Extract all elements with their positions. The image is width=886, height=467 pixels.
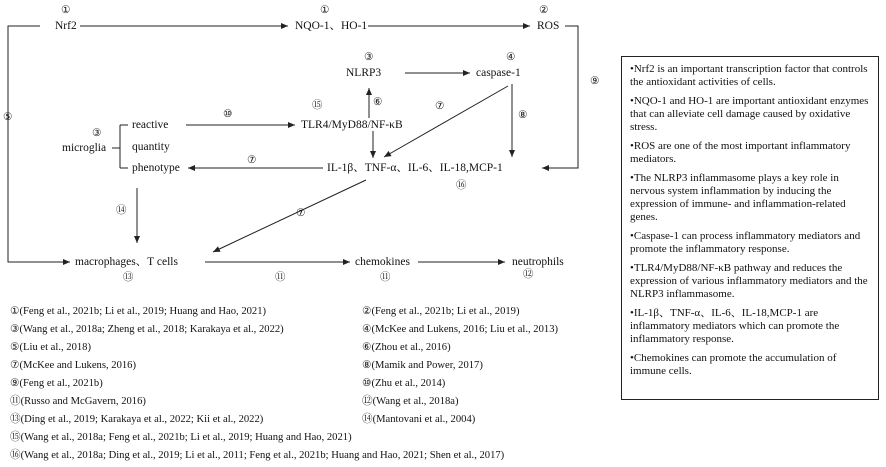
- reference-16: ⑯(Wang et al., 2018a; Ding et al., 2019; Li et al., 2011; Feng et al., 2021b; Huang and Hao, 2021; Shen et al., 2017): [10, 450, 505, 461]
- node-reactive: reactive: [132, 119, 169, 131]
- node-chemokines: chemokines: [355, 256, 410, 268]
- reference-1: ①(Feng et al., 2021b; Li et al., 2019; Huang and Hao, 2021): [10, 306, 267, 317]
- marker-nrf2-top: ①: [61, 5, 71, 16]
- legend-item: •Caspase-1 can process inflammatory mediators and promote the inflammatory response.: [630, 230, 861, 255]
- reference-3: ③(Wang et al., 2018a; Zheng et al., 2018; Karakaya et al., 2022): [10, 324, 284, 335]
- node-macrophages-t-cells: macrophages、T cells: [75, 256, 178, 268]
- node-caspase-1: caspase-1: [476, 67, 521, 79]
- marker-cytokines-bottom: ⑯: [456, 180, 467, 191]
- node-ros: ROS: [537, 20, 560, 32]
- reference-15: ⑮(Wang et al., 2018a; Feng et al., 2021b; Li et al., 2019; Huang and Hao, 2021): [10, 432, 352, 443]
- arrow-ros-to-cytokines: [542, 26, 578, 168]
- marker-caspase-diag: ⑦: [435, 101, 445, 112]
- legend-item: •Nrf2 is an important transcription factor that controls the antioxidant activities of cells.: [630, 63, 868, 88]
- node-neutrophils: neutrophils: [512, 256, 564, 268]
- reference-8: ⑧(Mamik and Power, 2017): [362, 360, 483, 371]
- reference-2: ②(Feng et al., 2021b; Li et al., 2019): [362, 306, 520, 317]
- legend-item: •Chemokines can promote the accumulation of immune cells.: [630, 352, 837, 377]
- marker-macrophages-bottom: ⑬: [123, 272, 134, 283]
- legend-item: •NQO-1 and HO-1 are important antioxidant enzymes that can alleviate cell damage caused by oxidative stress.: [630, 95, 869, 133]
- reference-5: ⑤(Liu et al., 2018): [10, 342, 91, 353]
- marker-cytokines-diag: ⑦: [296, 208, 306, 219]
- marker-left-loop: ⑤: [3, 112, 13, 123]
- node-quantity: quantity: [132, 141, 170, 153]
- reference-6: ⑥(Zhou et al., 2016): [362, 342, 451, 353]
- marker-nqo-top: ①: [320, 5, 330, 16]
- marker-nlrp3-top: ③: [364, 52, 374, 63]
- marker-caspase-top: ④: [506, 52, 516, 63]
- reference-9: ⑨(Feng et al., 2021b): [10, 378, 103, 389]
- reference-12: ⑫(Wang et al., 2018a): [362, 396, 459, 407]
- node-nrf2: Nrf2: [55, 20, 77, 32]
- marker-ros-top: ②: [539, 5, 549, 16]
- marker-caspase-down: ⑧: [518, 110, 528, 121]
- legend-item: •The NLRP3 inflammasome plays a key role in nervous system inflammation by inducing the expression of immune- and inflammation-related genes.: [630, 172, 846, 223]
- marker-chemokines-bottom: ⑪: [380, 272, 391, 283]
- reference-10: ⑩(Zhu et al., 2014): [362, 378, 446, 389]
- reference-11: ⑪(Russo and McGavern, 2016): [10, 396, 146, 407]
- marker-neutrophils-bottom: ⑫: [523, 269, 534, 280]
- node-microglia: microglia: [62, 142, 107, 154]
- legend-box: [621, 56, 879, 400]
- reference-14: ⑭(Mantovani et al., 2004): [362, 414, 476, 425]
- node-tlr4-pathway: TLR4/MyD88/NF-κB: [301, 119, 403, 131]
- legend-item: •TLR4/MyD88/NF-κB pathway and reduces the expression of various inflammatory mediators and the NLRP3 inflammasome.: [630, 262, 868, 300]
- node-phenotype: phenotype: [132, 162, 180, 174]
- marker-microglia-down: ⑭: [116, 205, 127, 216]
- marker-ros-right: ⑨: [590, 76, 600, 87]
- node-nlrp3: NLRP3: [346, 67, 382, 79]
- arrow-cytokines-to-macrophages: [213, 180, 366, 252]
- marker-tlr-up: ⑥: [373, 97, 383, 108]
- reference-13: ⑬(Ding et al., 2019; Karakaya et al., 2022; Kii et al., 2022): [10, 414, 264, 425]
- marker-mac-chem: ⑪: [275, 272, 286, 283]
- reference-4: ④(McKee and Lukens, 2016; Liu et al., 2013): [362, 324, 559, 335]
- arrow-nrf2-loop-to-macrophages: [8, 26, 70, 262]
- marker-microglia-top: ③: [92, 128, 102, 139]
- node-cytokines: IL-1β、TNF-α、IL-6、IL-18,MCP-1: [327, 162, 503, 174]
- node-nqo-ho: NQO-1、HO-1: [295, 20, 368, 32]
- reference-7: ⑦(McKee and Lukens, 2016): [10, 360, 136, 371]
- marker-reactive-tlr: ⑩: [223, 109, 233, 120]
- legend-item: •IL-1β、TNF-α、IL-6、IL-18,MCP-1 are inflammatory mediators which can promote the inflammatory response.: [630, 307, 840, 345]
- legend-item: •ROS are one of the most important inflammatory mediators.: [630, 140, 851, 165]
- marker-cytokines-left: ⑦: [247, 155, 257, 166]
- microglia-bracket: [112, 125, 128, 168]
- marker-tlr-top: ⑮: [312, 100, 323, 111]
